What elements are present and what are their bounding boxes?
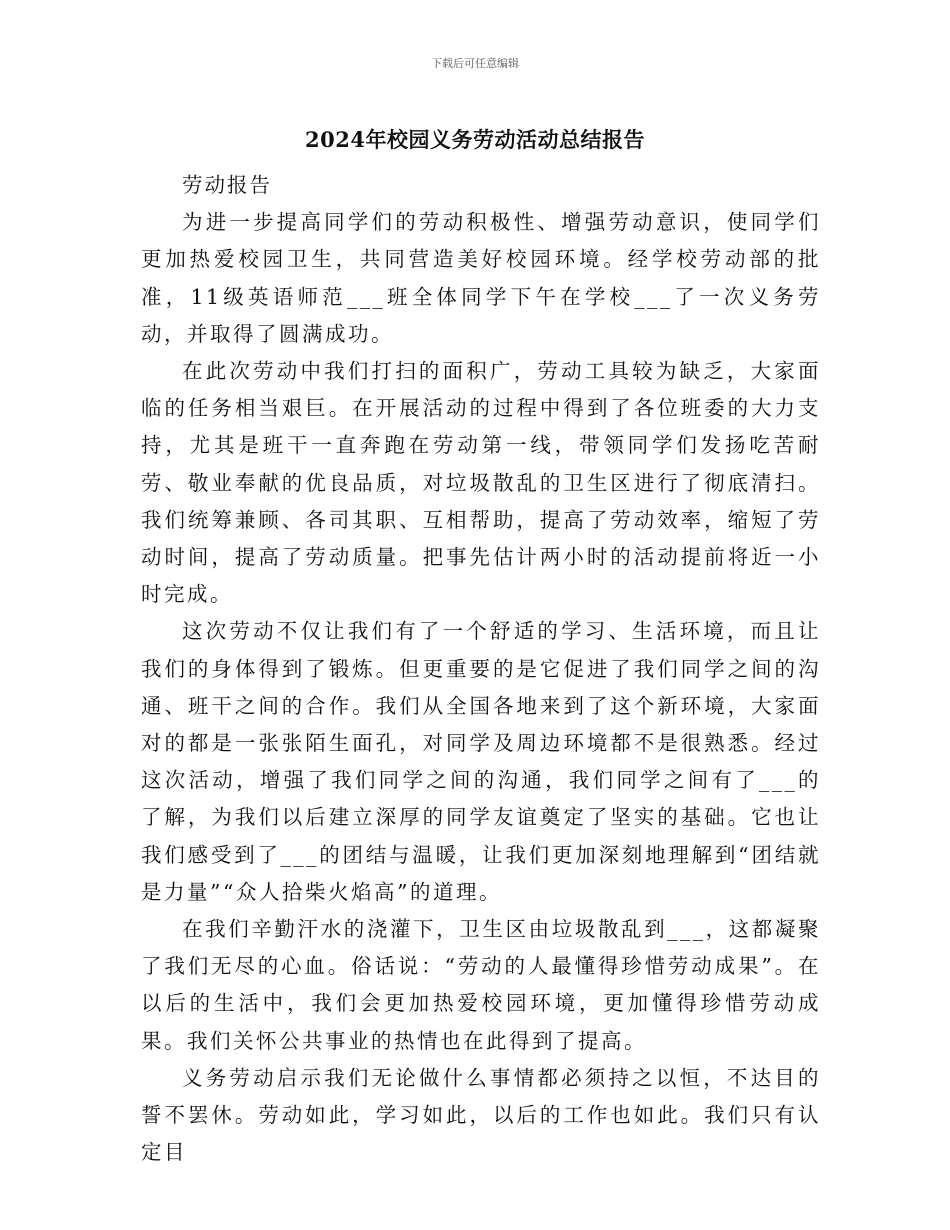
paragraph: 在此次劳动中我们打扫的面积广，劳动工具较为缺乏，大家面临的任务相当艰巨。在开展活动的过程中得到了各位班委的大力支持，尤其是班干一直奔跑在劳动第一线，带领同学们发扬吃苦耐劳、敬业奉献的优良品质，对垃圾散乱的卫生区进行了彻底清扫。我们统筹兼顾、各司其职、互相帮助，提高了劳动效率，缩短了劳动时间，提高了劳动质量。把事先估计两小时的活动提前将近一小时完成。 — [141, 359, 821, 607]
document-title: 2024年校园义务劳动活动总结报告 — [305, 127, 645, 152]
paragraph: 义务劳动启示我们无论做什么事情都必须持之以恒，不达目的誓不罢休。劳动如此，学习如此，以后的工作也如此。我们只有认定目 — [141, 1065, 821, 1165]
section-heading: 劳动报告 — [182, 173, 272, 197]
header-note: 下载后可任意编辑 — [431, 57, 519, 70]
document-body — [141, 167, 821, 1171]
paragraph: 在我们辛勤汗水的浇灌下，卫生区由垃圾散乱到___，这都凝聚了我们无尽的心血。俗话说：“劳动的人最懂得珍惜劳动成果”。在以后的生活中，我们会更加热爱校园环境，更加懂得珍惜劳动成果。我们关怀公共事业的热情也在此得到了提高。 — [141, 917, 821, 1053]
paragraph: 这次劳动不仅让我们有了一个舒适的学习、生活环境，而且让我们的身体得到了锻炼。但更重要的是它促进了我们同学之间的沟通、班干之间的合作。我们从全国各地来到了这个新环境，大家面对的都是一张张陌生面孔，对同学及周边环境都不是很熟悉。经过这次活动，增强了我们同学之间的沟通，我们同学之间有了___的了解，为我们以后建立深厚的同学友谊奠定了坚实的基础。它也让我们感受到了___的团结与温暖，让我们更加深刻地理解到“团结就是力量”“众人拾柴火焰高”的道理。 — [141, 619, 821, 904]
paragraph: 为进一步提高同学们的劳动积极性、增强劳动意识，使同学们更加热爱校园卫生，共同营造美好校园环境。经学校劳动部的批准，11级英语师范___班全体同学下午在学校___了一次义务劳动，并取得了圆满成功。 — [141, 210, 821, 346]
